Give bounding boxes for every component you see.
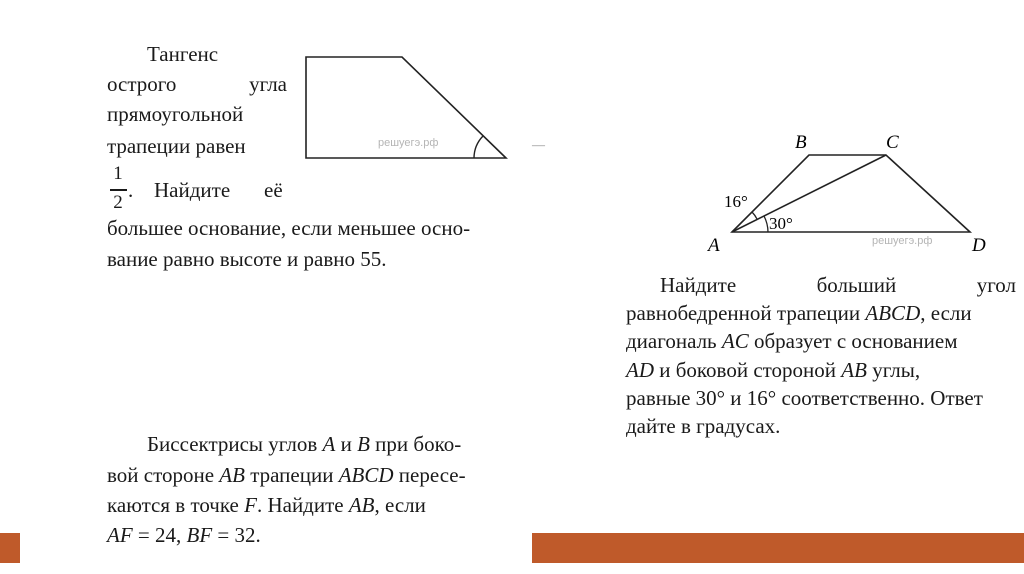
p1-line-5-her: её [264, 178, 283, 202]
p1-line-1: Тангенс [147, 42, 219, 66]
p3-line-4: AF = 24, BF = 32. [107, 523, 261, 547]
angle-arc-16 [752, 212, 757, 219]
p1-line-5-dot: . [128, 178, 134, 202]
fraction-numerator: 1 [113, 163, 123, 184]
angle-label-30: 30° [769, 214, 793, 233]
watermark: решуегэ.рф [378, 137, 439, 149]
p3-line-3: каются в точке F. Найдите AB, если [107, 493, 426, 517]
right-trapezoid-figure [298, 50, 558, 165]
footer-text-panel [20, 529, 532, 563]
isosceles-trapezoid-figure [700, 125, 1000, 260]
trapezoid-outline [732, 155, 970, 232]
p3-line-1: Биссектрисы углов A и B при боко- [147, 432, 462, 456]
p2-line-3: диагональ AC образует с основанием [626, 329, 958, 353]
p1-line-3: прямоугольной [107, 102, 244, 126]
p2-line-2: равнобедренной трапеции ABCD, если [626, 301, 972, 325]
footer-bottom-strip [0, 563, 1024, 574]
angle-label-16: 16° [724, 192, 748, 211]
label-b: B [795, 132, 807, 153]
label-a: A [708, 235, 720, 256]
watermark: решуегэ.рф [872, 235, 933, 247]
p1-line-4: трапеции равен [107, 134, 246, 158]
label-c: C [886, 132, 899, 153]
p1-line-7: вание равно высоте и равно 55. [107, 247, 387, 271]
angle-arc-30 [764, 216, 768, 232]
diagonal-ac [732, 155, 886, 232]
p2-line-6: дайте в градусах. [626, 414, 781, 438]
p2-line-1: Найдите больший угол [660, 273, 1016, 297]
p1-line-2: острого угла [107, 72, 287, 96]
p2-line-4: AD и боковой стороной AB углы, [626, 358, 921, 382]
p1-line-6: большее основание, если меньшее осно- [107, 216, 471, 240]
fraction-denominator: 2 [113, 192, 123, 213]
p1-line-5-find: Найдите [154, 178, 231, 202]
p3-line-2: вой стороне AB трапеции ABCD пересе- [107, 463, 466, 487]
label-d: D [972, 235, 986, 256]
acute-angle-arc [474, 136, 483, 158]
p2-line-5: равные 30° и 16° соответственно. Ответ [626, 386, 983, 410]
dash-mark: — [532, 137, 545, 152]
fraction-bar [110, 189, 127, 191]
